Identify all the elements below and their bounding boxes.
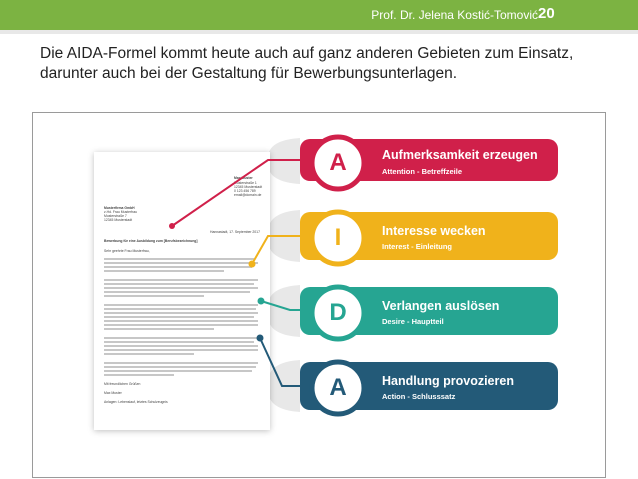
aida-letter-a-attention: A	[329, 149, 347, 176]
intro-line-2: darunter auch bei der Gestaltung für Bewerbungsunterlagen.	[40, 65, 458, 82]
connector-desire	[261, 301, 302, 310]
letter-closing: Mit freundlichen Grüßen	[104, 382, 141, 386]
letter-recipient-line: 12345 Musterstadt	[104, 218, 133, 222]
connector-attention	[172, 160, 302, 226]
connector-attention-dot	[169, 223, 175, 229]
connector-interest	[252, 236, 302, 264]
letter-sender-line: email@domain.de	[234, 193, 262, 197]
letter-signature: Max Muster	[104, 391, 122, 395]
page-number: 20	[538, 5, 555, 22]
band-attention-subtitle: Attention - Betreffzeile	[382, 167, 463, 176]
connector-action-dot	[257, 335, 264, 342]
intro-line-1: Die AIDA-Formel kommt heute auch auf ganz anderen Gebieten zum Einsatz,	[40, 45, 574, 62]
connector-interest-dot	[249, 261, 256, 268]
aida-letter-i-interest: I	[334, 224, 342, 251]
aida-letter-a-action: A	[329, 374, 347, 401]
letter-subject: Bewerbung für eine Ausbildung zum [Berufsbezeichnung]	[104, 239, 198, 243]
letter-sender-name: Max Muster	[234, 176, 253, 180]
letter-sender-line: 12345 Musterstadt	[234, 185, 263, 189]
letter-date: Hannastadt, 17. September 2017	[210, 230, 260, 234]
connector-action	[260, 338, 302, 386]
band-desire-subtitle: Desire - Hauptteil	[382, 317, 444, 326]
band-attention-title: Aufmerksamkeit erzeugen	[382, 148, 538, 162]
band-desire-title: Verlangen auslösen	[382, 299, 500, 313]
letter-recipient-line: Musterfirma GmbH	[104, 206, 135, 210]
aida-letter-d-desire: D	[329, 299, 347, 326]
band-action-subtitle: Action - Schlusssatz	[382, 392, 456, 401]
band-action-title: Handlung provozieren	[382, 374, 514, 388]
connector-desire-dot	[258, 298, 265, 305]
letter-salutation: Sehr geehrte Frau Musterfrau,	[104, 249, 150, 253]
header-author: Prof. Dr. Jelena Kostić-Tomović	[371, 8, 538, 22]
letter-sender-line: Musterstraße 1	[234, 181, 257, 185]
letter-attachments: Anlagen: Lebenslauf, letztes Schulzeugnis	[104, 400, 168, 404]
letter-recipient-line: z.Hd. Frau Musterfrau	[104, 210, 137, 214]
letter-sender-line: 0 123 456 789	[234, 189, 256, 193]
band-interest-title: Interesse wecken	[382, 224, 486, 238]
band-interest-subtitle: Interest - Einleitung	[382, 242, 453, 251]
letter-recipient-line: Musterstraße 7	[104, 214, 127, 218]
